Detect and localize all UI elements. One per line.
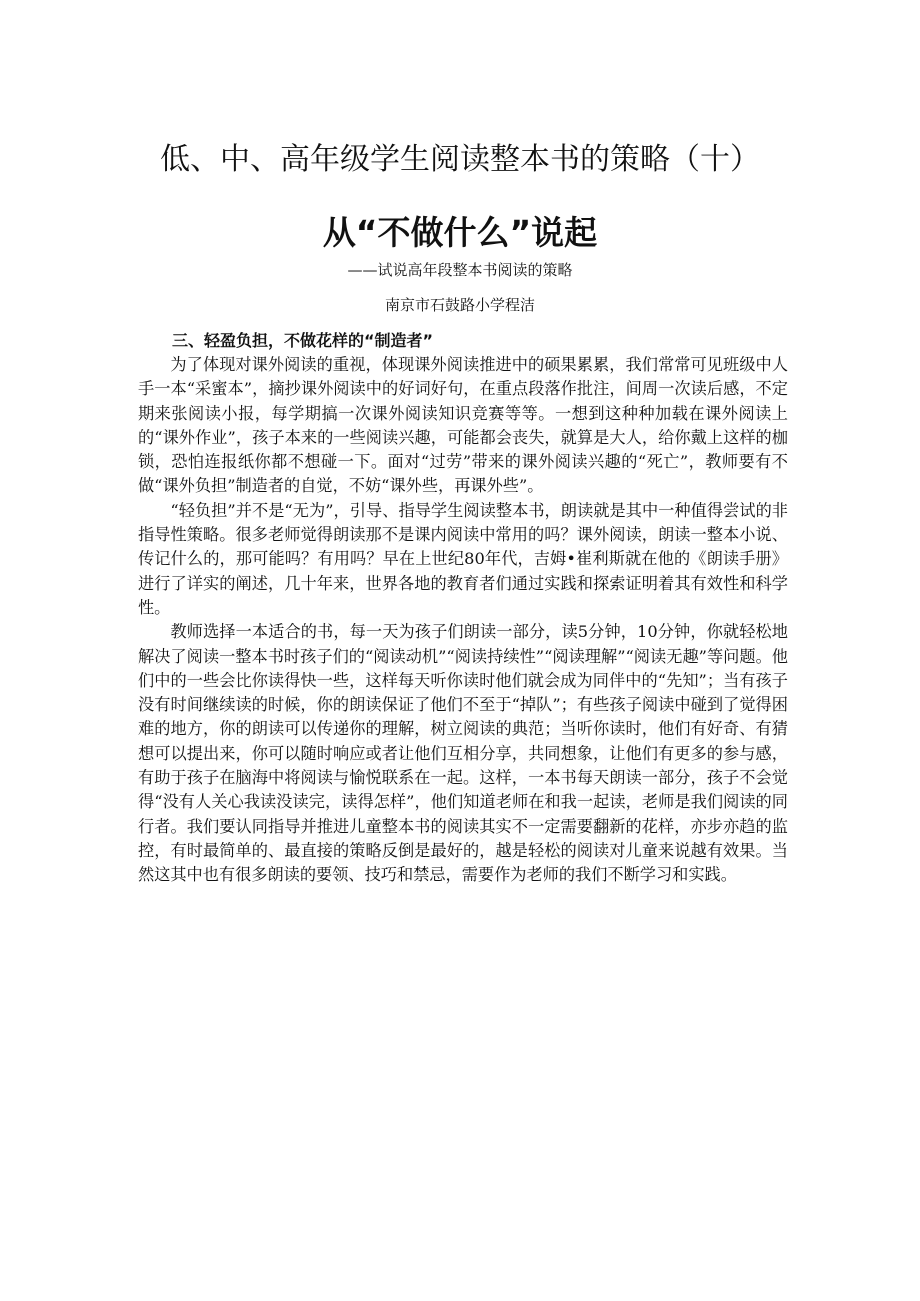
paragraph: “轻负担”并不是“无为”，引导、指导学生阅读整本书，朗读就是其中一种值得尝试的非指导性策略。很多老师觉得朗读那不是课内阅读中常用的吗？课外阅读，朗读一整本小说、传记什么的，那可能吗？有用吗？早在上世纪80年代，吉姆•崔利斯就在他的《朗读手册》进行了详实的阐述，几十年来，世界各地的教育者们通过实践和探索证明着其有效性和科学性。 [138, 500, 788, 617]
document-author: 南京市石鼓路小学程洁 [384, 296, 535, 314]
section-heading: 三、轻盈负担，不做花样的“制造者” [172, 331, 434, 350]
document-tagline: ——试说高年段整本书阅读的策略 [347, 261, 573, 279]
body-text [138, 353, 788, 888]
document-title: 低、中、高年级学生阅读整本书的策略（十） [160, 142, 760, 177]
document-subtitle: 从“不做什么”说起 [322, 213, 598, 252]
paragraph: 教师选择一本适合的书，每一天为孩子们朗读一部分，读5分钟，10分钟，你就轻松地解决了阅读一整本书时孩子们的“阅读动机”“阅读持续性”“阅读理解”“阅读无趣”等问题。他们中的一些会比你读得快一些，这样每天听你读时他们就会成为同伴中的“先知”；当有孩子没有时间继续读的时候，你的朗读保证了他们不至于“掉队”；有些孩子阅读中碰到了觉得困难的地方，你的朗读可以传递你的理解，树立阅读的典范；当听你读时，他们有好奇、有猜想可以提出来，你可以随时响应或者让他们互相分享，共同想象，让他们有更多的参与感，有助于孩子在脑海中将阅读与愉悦联系在一起。这样，一本书每天朗读一部分，孩子不会觉得“没有人关心我读没读完，读得怎样”，他们知道老师在和我一起读，老师是我们阅读的同行者。我们要认同指导并推进儿童整本书的阅读其实不一定需要翻新的花样，亦步亦趋的监控，有时最简单的、最直接的策略反倒是最好的，越是轻松的阅读对儿童来说越有效果。当然这其中也有很多朗读的要领、技巧和禁忌，需要作为老师的我们不断学习和实践。 [138, 622, 788, 885]
paragraph: 为了体现对课外阅读的重视，体现课外阅读推进中的硕果累累，我们常常可见班级中人手一本“采蜜本”，摘抄课外阅读中的好词好句，在重点段落作批注，间周一次读后感，不定期来张阅读小报，每学期搞一次课外阅读知识竞赛等等。一想到这种种加载在课外阅读上的“课外作业”，孩子本来的一些阅读兴趣，可能都会丧失，就算是大人，给你戴上这样的枷锁，恐怕连报纸你都不想碰一下。面对“过劳”带来的课外阅读兴趣的“死亡”，教师要有不做“课外负担”制造者的自觉，不妨“课外些，再课外些”。 [138, 355, 788, 496]
